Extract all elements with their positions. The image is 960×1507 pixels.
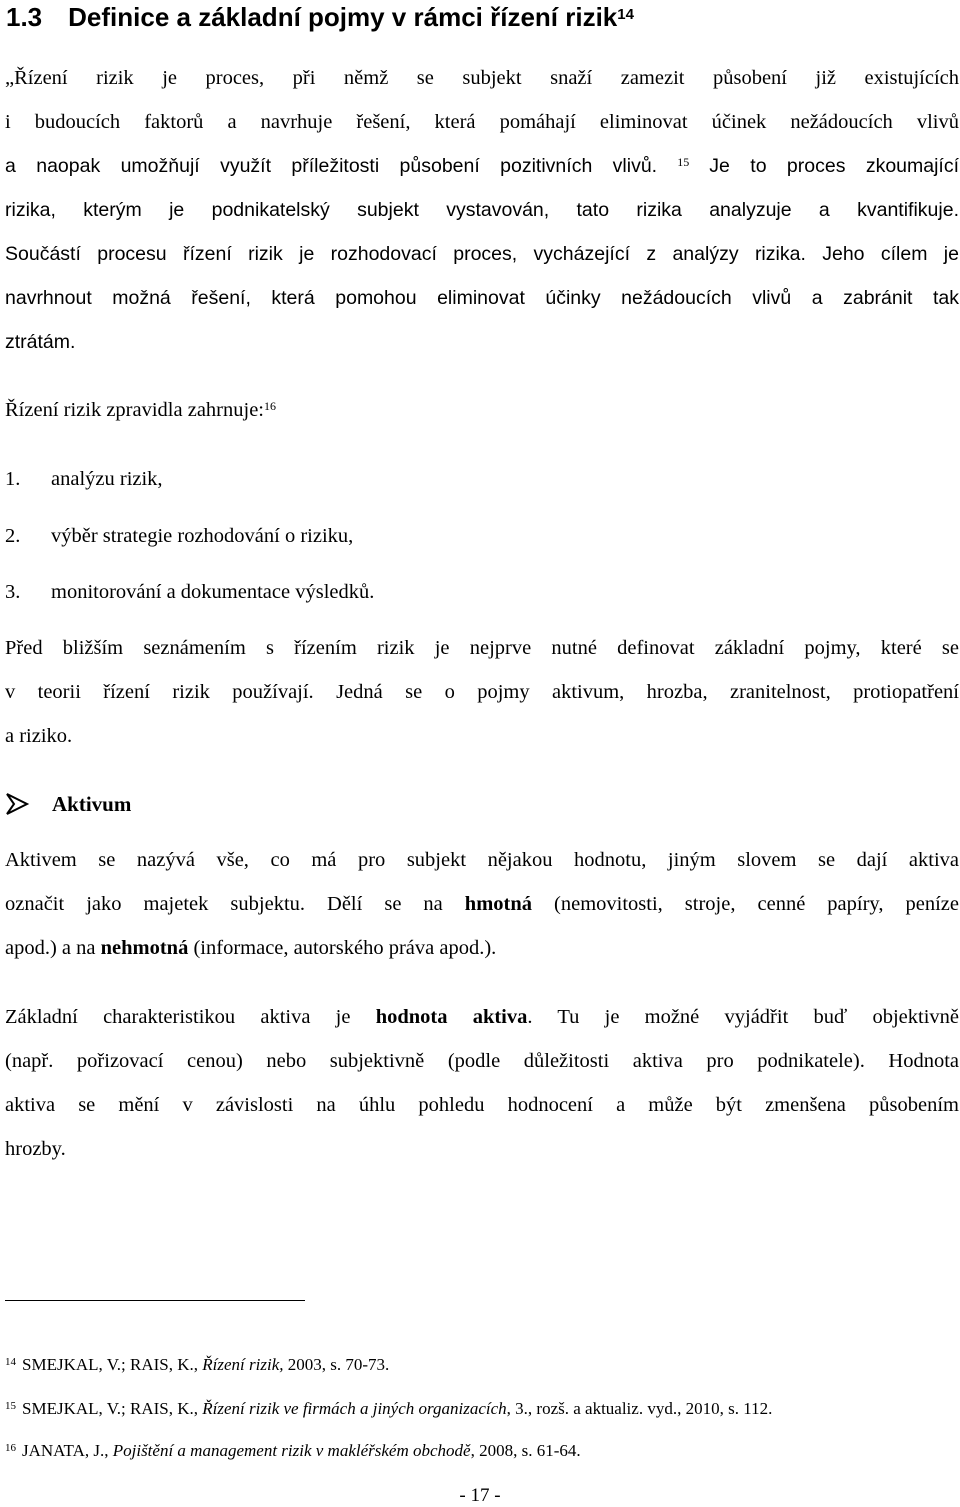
footnote-ref: 15 (677, 155, 690, 169)
paragraph-line: hrozby. (5, 1138, 66, 1160)
footnote-author: JANATA, J., (22, 1441, 113, 1460)
paragraph-line: rizika, kterým je podnikatelský subjekt vystavován, tato rizika analyzuje a kvantifikuje. (5, 199, 959, 221)
quote-text: a naopak umožňují využít příležitosti působení pozitivních vlivů. (5, 155, 658, 177)
footnote-author: SMEJKAL, V.; RAIS, K., (22, 1355, 203, 1374)
paragraph-line: Součástí procesu řízení rizik je rozhodovací proces, vycházející z analýzy rizika. Jeho cílem je (5, 243, 959, 265)
paragraph-line (5, 153, 959, 179)
paragraph-line: v teorii řízení rizik používají. Jedná se o pojmy aktivum, hrozba, zranitelnost, protiopatření (5, 681, 959, 703)
paragraph-line: ztrátám. (5, 331, 76, 353)
list-item (5, 466, 959, 492)
footnote (5, 1398, 772, 1420)
text-run: (informace, autorského práva apod.). (188, 937, 497, 959)
footnote-details: , 2008, s. 61-64. (470, 1441, 581, 1460)
paragraph-line: Aktivem se nazývá vše, co má pro subjekt nějakou hodnotu, jiným slovem se dají aktiva (5, 849, 959, 871)
footnote-number: 16 (5, 1442, 16, 1454)
text-run: . Tu je možné vyjádřit buď objektivně (527, 1006, 959, 1028)
footnote-title: Řízení rizik ve firmách a jiných organizacích (202, 1399, 507, 1418)
footnote-details: , 3., rozš. a aktualiz. vyd., 2010, s. 112. (506, 1399, 773, 1418)
list-text: monitorování a dokumentace výsledků. (51, 581, 375, 603)
section-title: Definice a základní pojmy v rámci řízení rizik (68, 2, 618, 32)
text-run: Základní charakteristikou aktiva je (5, 1006, 376, 1028)
section-number: 1.3 (6, 2, 43, 32)
paragraph-line: aktiva se mění v závislosti na úhlu pohledu hodnocení a může být zmenšena působením (5, 1094, 959, 1116)
paragraph-line: (např. pořizovací cenou) nebo subjektivně (podle důležitosti aktiva pro podnikatele). Hodnota (5, 1050, 959, 1072)
text-run: označit jako majetek subjektu. Dělí se na (5, 893, 465, 915)
paragraph-line (5, 891, 959, 917)
subsection-title: Aktivum (52, 792, 132, 816)
footnote-title: Řízení rizik, (202, 1355, 284, 1374)
list-intro (5, 397, 959, 423)
footnote-ref: 14 (617, 6, 634, 23)
list-number: 3. (5, 581, 21, 603)
paragraph-line: navrhnout možná řešení, která pomohou eliminovat účinky nežádoucích vlivů a zabránit tak (5, 287, 959, 309)
arrowhead-bullet-icon (5, 791, 31, 817)
section-heading (6, 0, 634, 34)
text-run: (nemovitosti, stroje, cenné papíry, peníze (532, 893, 959, 915)
quote-text: Je to proces zkoumající (709, 155, 960, 177)
list-number: 2. (5, 525, 21, 547)
footnote-title: Pojištění a management rizik v makléřském obchodě (112, 1441, 471, 1460)
list-item (5, 523, 959, 549)
bold-term: hmotná (464, 893, 533, 915)
paragraph-line (5, 935, 959, 961)
bold-term: nehmotná (100, 937, 189, 959)
list-number: 1. (5, 468, 21, 490)
footnote-separator (5, 1300, 305, 1301)
footnote (5, 1440, 581, 1462)
footnote-author: SMEJKAL, V.; RAIS, K., (22, 1399, 203, 1418)
paragraph-line: Před bližším seznámením s řízením rizik je nejprve nutné definovat základní pojmy, které se (5, 637, 959, 659)
footnote (5, 1354, 389, 1376)
paragraph-line: i budoucích faktorů a navrhuje řešení, která pomáhají eliminovat účinek nežádoucích vlivů (5, 111, 959, 133)
bold-term: hodnota aktiva (375, 1006, 528, 1028)
footnote-ref: 16 (263, 399, 276, 413)
list-item (5, 579, 959, 605)
footnote-number: 14 (5, 1356, 16, 1368)
list-intro-text: Řízení rizik zpravidla zahrnuje: (5, 399, 264, 421)
paragraph-line: „Řízení rizik je proces, při němž se subjekt snaží zamezit působení již existujících (5, 67, 959, 89)
paragraph-line (5, 1004, 959, 1030)
footnote-number: 15 (5, 1400, 16, 1412)
page-number: - 17 - (459, 1485, 501, 1506)
text-run: apod.) a na (5, 937, 101, 959)
list-text: výběr strategie rozhodování o riziku, (51, 525, 354, 547)
paragraph-line: a riziko. (5, 725, 73, 747)
list-text: analýzu rizik, (51, 468, 163, 490)
footnote-details: 2003, s. 70-73. (283, 1355, 390, 1374)
